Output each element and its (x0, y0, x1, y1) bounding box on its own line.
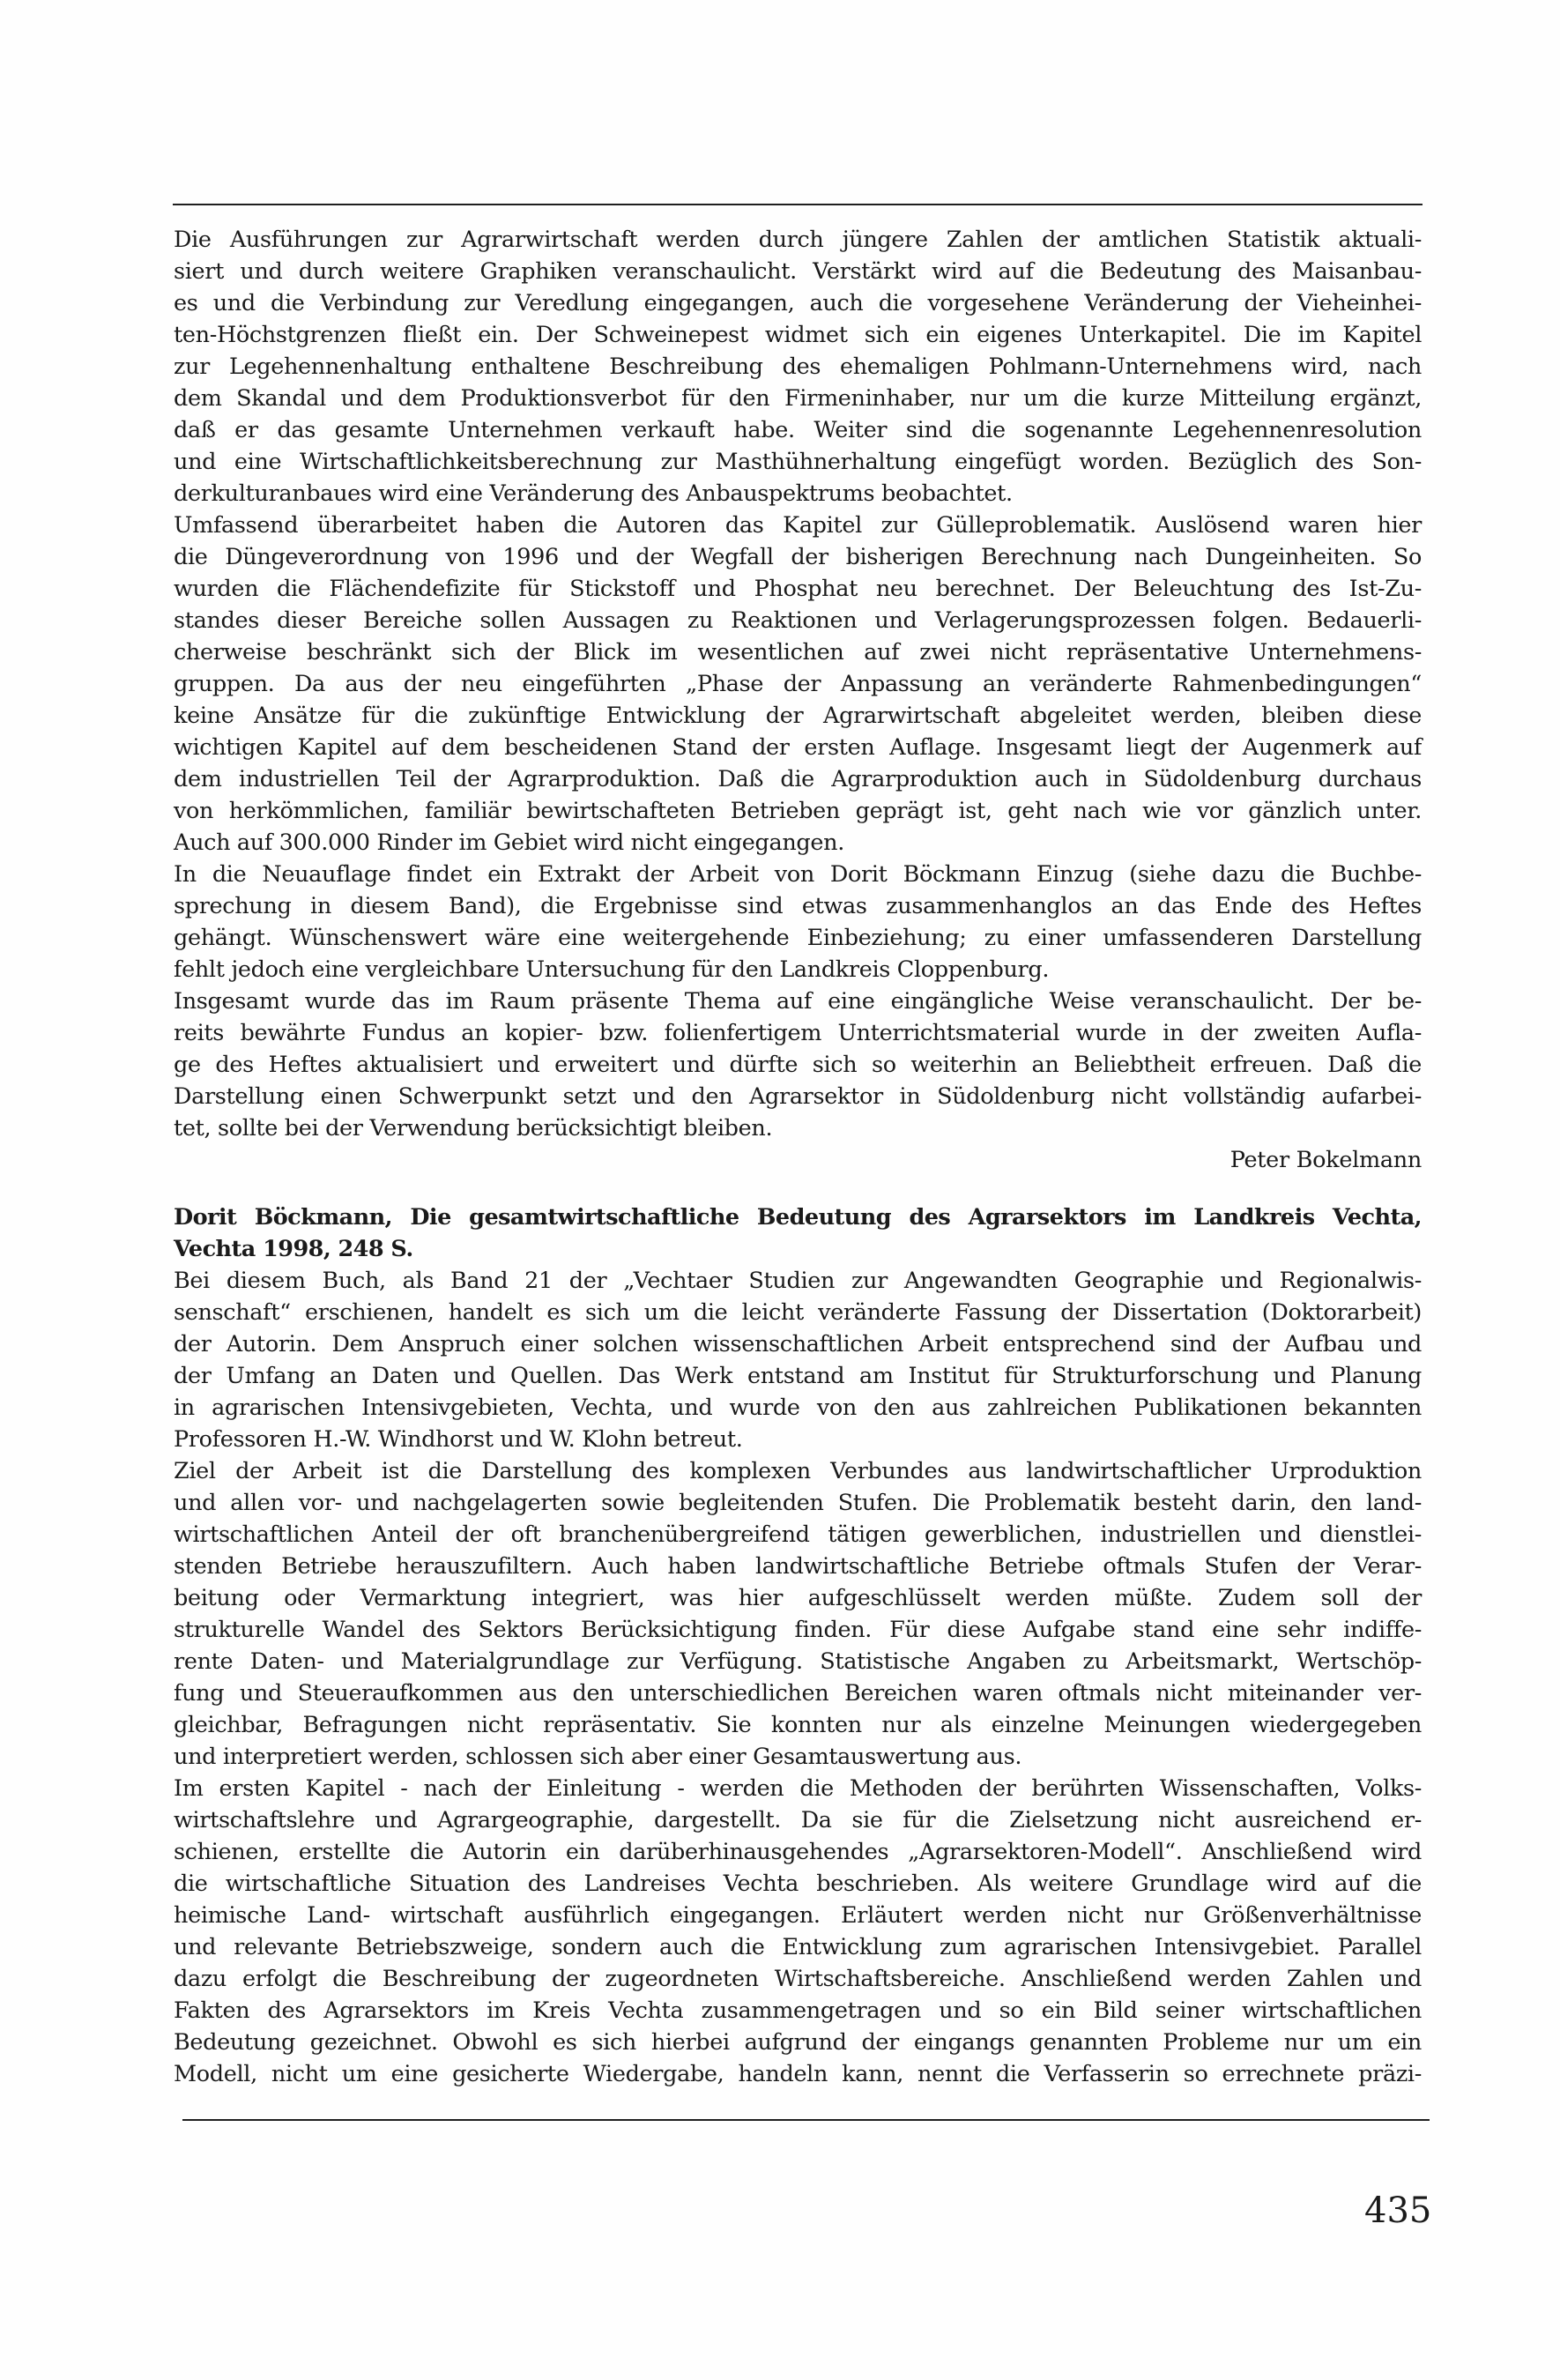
text-line: dem Skandal und dem Produktionsverbot für den Firmeninhaber, nur um die kurze Mitteilung ergänzt, (174, 385, 1422, 412)
bottom-rule (182, 2119, 1430, 2121)
text-line: der Umfang an Daten und Quellen. Das Werk entstand am Institut für Strukturforschung und Planung (174, 1363, 1422, 1389)
text-line: dem industriellen Teil der Agrarproduktion. Daß die Agrarproduktion auch in Südoldenburg durchaus (174, 766, 1422, 792)
top-rule (173, 204, 1423, 205)
text-line: siert und durch weitere Graphiken veranschaulicht. Verstärkt wird auf die Bedeutung des Maisanbau- (174, 258, 1422, 285)
text-line: Insgesamt wurde das im Raum präsente Thema auf eine eingängliche Weise veranschaulicht. Der be- (174, 988, 1422, 1015)
text-line: derkulturanbaues wird eine Veränderung des Anbauspektrums beobachtet. (174, 480, 1013, 507)
review-boeckmann (174, 1201, 1422, 2090)
text-line: gruppen. Da aus der neu eingeführten „Phase der Anpassung an veränderte Rahmenbedingungen“ (174, 671, 1422, 697)
paragraph (174, 1265, 1422, 1455)
text-line: gleichbar, Befragungen nicht repräsentativ. Sie konnten nur als einzelne Meinungen wiedergegeben (174, 1712, 1422, 1738)
book-citation-heading (174, 1201, 1422, 1265)
text-line: Bei diesem Buch, als Band 21 der „Vechtaer Studien zur Angewandten Geographie und Regionalwis- (174, 1268, 1422, 1294)
text-column (174, 224, 1422, 2090)
text-line: Auch auf 300.000 Rinder im Gebiet wird nicht eingegangen. (174, 829, 844, 856)
text-line: und relevante Betriebszweige, sondern auch die Entwicklung zum agrarischen Intensivgebiet. Parallel (174, 1934, 1422, 1960)
text-line: Fakten des Agrarsektors im Kreis Vechta zusammengetragen und so ein Bild seiner wirtschaftlichen (174, 1997, 1422, 2024)
text-line: von herkömmlichen, familiär bewirtschafteten Betrieben geprägt ist, geht nach wie vor gänzlich unter. (174, 798, 1422, 824)
reviewer-signature: Peter Bokelmann (1229, 1147, 1422, 1173)
heading-line: Vechta 1998, 248 S. (174, 1236, 413, 1262)
text-line: wichtigen Kapitel auf dem bescheidenen Stand der ersten Auflage. Insgesamt liegt der Augenmerk auf (174, 734, 1422, 761)
text-line: Ziel der Arbeit ist die Darstellung des komplexen Verbundes aus landwirtschaftlicher Urproduktion (174, 1458, 1422, 1484)
text-line: senschaft“ erschienen, handelt es sich um die leicht veränderte Fassung der Dissertation (Doktorarbeit) (174, 1299, 1422, 1326)
text-line: reits bewährte Fundus an kopier- bzw. folienfertigem Unterrichtsmaterial wurde in der zweiten Aufla- (174, 1020, 1422, 1046)
text-line: Professoren H.-W. Windhorst und W. Klohn betreut. (174, 1426, 743, 1453)
paragraph (174, 985, 1422, 1144)
text-line: fung und Steueraufkommen aus den unterschiedlichen Bereichen waren oftmals nicht miteinander ver- (174, 1680, 1422, 1707)
text-line: strukturelle Wandel des Sektors Berücksichtigung finden. Für diese Aufgabe stand eine sehr indiffe- (174, 1617, 1422, 1643)
text-line: Umfassend überarbeitet haben die Autoren das Kapitel zur Gülleproblematik. Auslösend waren hier (174, 512, 1422, 539)
text-line: schienen, erstellte die Autorin ein darüberhinausgehendes „Agrarsektoren-Modell“. Anschließend wird (174, 1839, 1422, 1865)
text-line: der Autorin. Dem Anspruch einer solchen wissenschaftlichen Arbeit entsprechend sind der Aufbau und (174, 1331, 1422, 1357)
paragraph (174, 1455, 1422, 1773)
text-line: zur Legehennenhaltung enthaltene Beschreibung des ehemaligen Pohlmann-Unternehmens wird, nach (174, 353, 1422, 380)
text-line: rente Daten- und Materialgrundlage zur Verfügung. Statistische Angaben zu Arbeitsmarkt, Wertschöp- (174, 1648, 1422, 1675)
text-line: Darstellung einen Schwerpunkt setzt und den Agrarsektor in Südoldenburg nicht vollständig aufarbei- (174, 1083, 1422, 1110)
text-line: Bedeutung gezeichnet. Obwohl es sich hierbei aufgrund der eingangs genannten Probleme nur um ein (174, 2029, 1422, 2056)
text-line: heimische Land- wirtschaft ausführlich eingegangen. Erläutert werden nicht nur Größenverhältnisse (174, 1902, 1422, 1929)
text-line: stenden Betriebe herauszufiltern. Auch haben landwirtschaftliche Betriebe oftmals Stufen der Verar- (174, 1553, 1422, 1580)
text-line: ten-Höchstgrenzen fließt ein. Der Schweinepest widmet sich ein eigenes Unterkapitel. Die im Kapitel (174, 322, 1422, 348)
text-line: keine Ansätze für die zukünftige Entwicklung der Agrarwirtschaft abgeleitet werden, bleiben diese (174, 703, 1422, 729)
text-line: Modell, nicht um eine gesicherte Wiedergabe, handeln kann, nennt die Verfasserin so errechnete präzi- (174, 2061, 1422, 2087)
text-line: gehängt. Wünschenswert wäre eine weitergehende Einbeziehung; zu einer umfassenderen Darstellung (174, 925, 1422, 951)
paragraph (174, 224, 1422, 509)
text-line: in agrarischen Intensivgebieten, Vechta, und wurde von den aus zahlreichen Publikationen bekannten (174, 1395, 1422, 1421)
text-line: die wirtschaftliche Situation des Landreises Vechta beschrieben. Als weitere Grundlage wird auf die (174, 1871, 1422, 1897)
text-line: wurden die Flächendefizite für Stickstoff und Phosphat neu berechnet. Der Beleuchtung des Ist-Zu- (174, 576, 1422, 602)
text-line: und allen vor- und nachgelagerten sowie begleitenden Stufen. Die Problematik besteht darin, den land- (174, 1490, 1422, 1516)
text-line: es und die Verbindung zur Veredlung eingegangen, auch die vorgesehene Veränderung der Vieheinhei- (174, 290, 1422, 316)
review-bokelmann (174, 224, 1422, 1176)
paragraph (174, 509, 1422, 859)
text-line: cherweise beschränkt sich der Blick im wesentlichen auf zwei nicht repräsentative Unternehmens- (174, 639, 1422, 666)
text-line: die Düngeverordnung von 1996 und der Wegfall der bisherigen Berechnung nach Dungeinheiten. So (174, 544, 1422, 570)
text-line: daß er das gesamte Unternehmen verkauft habe. Weiter sind die sogenannte Legehennenresolution (174, 417, 1422, 443)
text-line: dazu erfolgt die Beschreibung der zugeordneten Wirtschaftsbereiche. Anschließend werden Zahlen und (174, 1966, 1422, 1992)
text-line: und interpretiert werden, schlossen sich aber einer Gesamtauswertung aus. (174, 1744, 1022, 1770)
text-line: standes dieser Bereiche sollen Aussagen zu Reaktionen und Verlagerungsprozessen folgen. Bedauerli- (174, 607, 1422, 634)
text-line: Im ersten Kapitel - nach der Einleitung - werden die Methoden der berührten Wissenschaften, Volks- (174, 1775, 1422, 1802)
text-line: wirtschaftslehre und Agrargeographie, dargestellt. Da sie für die Zielsetzung nicht ausreichend er- (174, 1807, 1422, 1833)
paragraph (174, 859, 1422, 985)
text-line: tet, sollte bei der Verwendung berücksichtigt bleiben. (174, 1115, 773, 1142)
text-line: In die Neuauflage findet ein Extrakt der Arbeit von Dorit Böckmann Einzug (siehe dazu die Buchbe- (174, 861, 1422, 888)
paragraph (174, 1773, 1422, 2090)
text-line: fehlt jedoch eine vergleichbare Untersuchung für den Landkreis Cloppenburg. (174, 956, 1050, 983)
text-line: Die Ausführungen zur Agrarwirtschaft werden durch jüngere Zahlen der amtlichen Statistik aktuali- (174, 227, 1422, 253)
text-line: ge des Heftes aktualisiert und erweitert und dürfte sich so weiterhin an Beliebtheit erfreuen. Daß die (174, 1052, 1422, 1078)
text-line: beitung oder Vermarktung integriert, was hier aufgeschlüsselt werden müßte. Zudem soll der (174, 1585, 1422, 1611)
text-line: sprechung in diesem Band), die Ergebnisse sind etwas zusammenhanglos an das Ende des Heftes (174, 893, 1422, 919)
heading-line: Dorit Böckmann, Die gesamtwirtschaftliche Bedeutung des Agrarsektors im Landkreis Vechta, (174, 1204, 1422, 1231)
text-line: und eine Wirtschaftlichkeitsberechnung zur Masthühnerhaltung eingefügt worden. Bezüglich des Son- (174, 449, 1422, 475)
page-number: 435 (1364, 2190, 1432, 2231)
text-line: wirtschaftlichen Anteil der oft branchenübergreifend tätigen gewerblichen, industriellen und dienstlei- (174, 1521, 1422, 1548)
